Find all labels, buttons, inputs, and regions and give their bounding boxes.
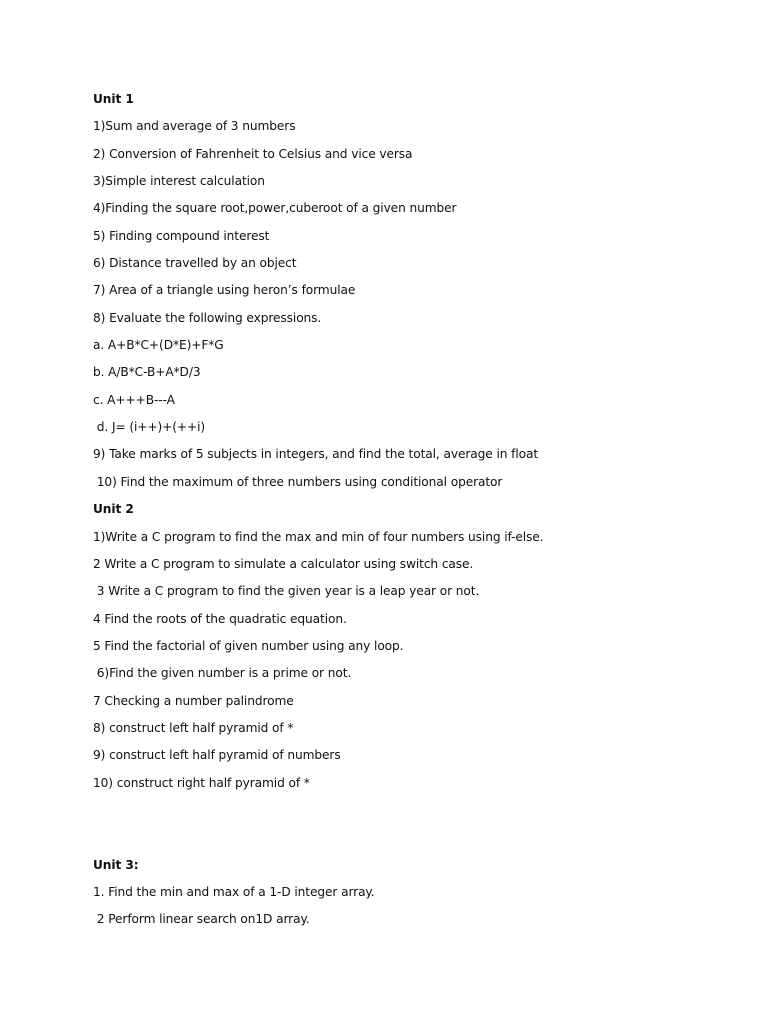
unit-1-item: 1)Sum and average of 3 numbers [93,119,296,134]
unit-2-item: 5 Find the factorial of given number using any loop. [93,638,404,653]
unit-2-item: 8) construct left half pyramid of * [93,720,294,735]
unit-1-item: 7) Area of a triangle using heron’s formulae [93,283,356,298]
unit-2-item: 4 Find the roots of the quadratic equation. [93,611,347,626]
unit-1-item: 8) Evaluate the following expressions. [93,310,322,325]
unit-1-item: 2) Conversion of Fahrenheit to Celsius and vice versa [93,146,413,161]
unit-1-item: 5) Finding compound interest [93,228,270,243]
unit-1-item: 4)Finding the square root,power,cuberoot of a given number [93,201,457,216]
unit-2-item: 3 Write a C program to find the given year is a leap year or not. [93,584,480,599]
unit-3-item: 1. Find the min and max of a 1-D integer array. [93,884,375,899]
unit-1-item: c. A+++B---A [93,392,175,407]
unit-2-heading: Unit 2 [93,502,134,517]
unit-1-item: 6) Distance travelled by an object [93,256,297,271]
unit-1-item: a. A+B*C+(D*E)+F*G [93,338,224,353]
unit-2-item: 6)Find the given number is a prime or not. [93,666,352,681]
unit-1-item: d. J= (i++)+(++i) [93,420,206,435]
unit-1-heading: Unit 1 [93,92,134,106]
unit-3-item: 2 Perform linear search on1D array. [93,912,310,927]
unit-2-item: 1)Write a C program to find the max and min of four numbers using if-else. [93,529,544,544]
unit-1-item: 9) Take marks of 5 subjects in integers, and find the total, average in float [93,447,539,462]
unit-2-item: 9) construct left half pyramid of numbers [93,748,341,763]
unit-1-item: 10) Find the maximum of three numbers using conditional operator [93,474,503,489]
unit-1-item: 3)Simple interest calculation [93,174,265,189]
unit-2-item: 2 Write a C program to simulate a calculator using switch case. [93,556,474,571]
blank-space [93,797,733,852]
unit-2-item: 7 Checking a number palindrome [93,693,294,708]
unit-2-item: 10) construct right half pyramid of * [93,775,310,790]
document-page [93,86,733,934]
unit-3-heading: Unit 3: [93,857,139,872]
unit-1-item: b. A/B*C-B+A*D/3 [93,365,201,380]
